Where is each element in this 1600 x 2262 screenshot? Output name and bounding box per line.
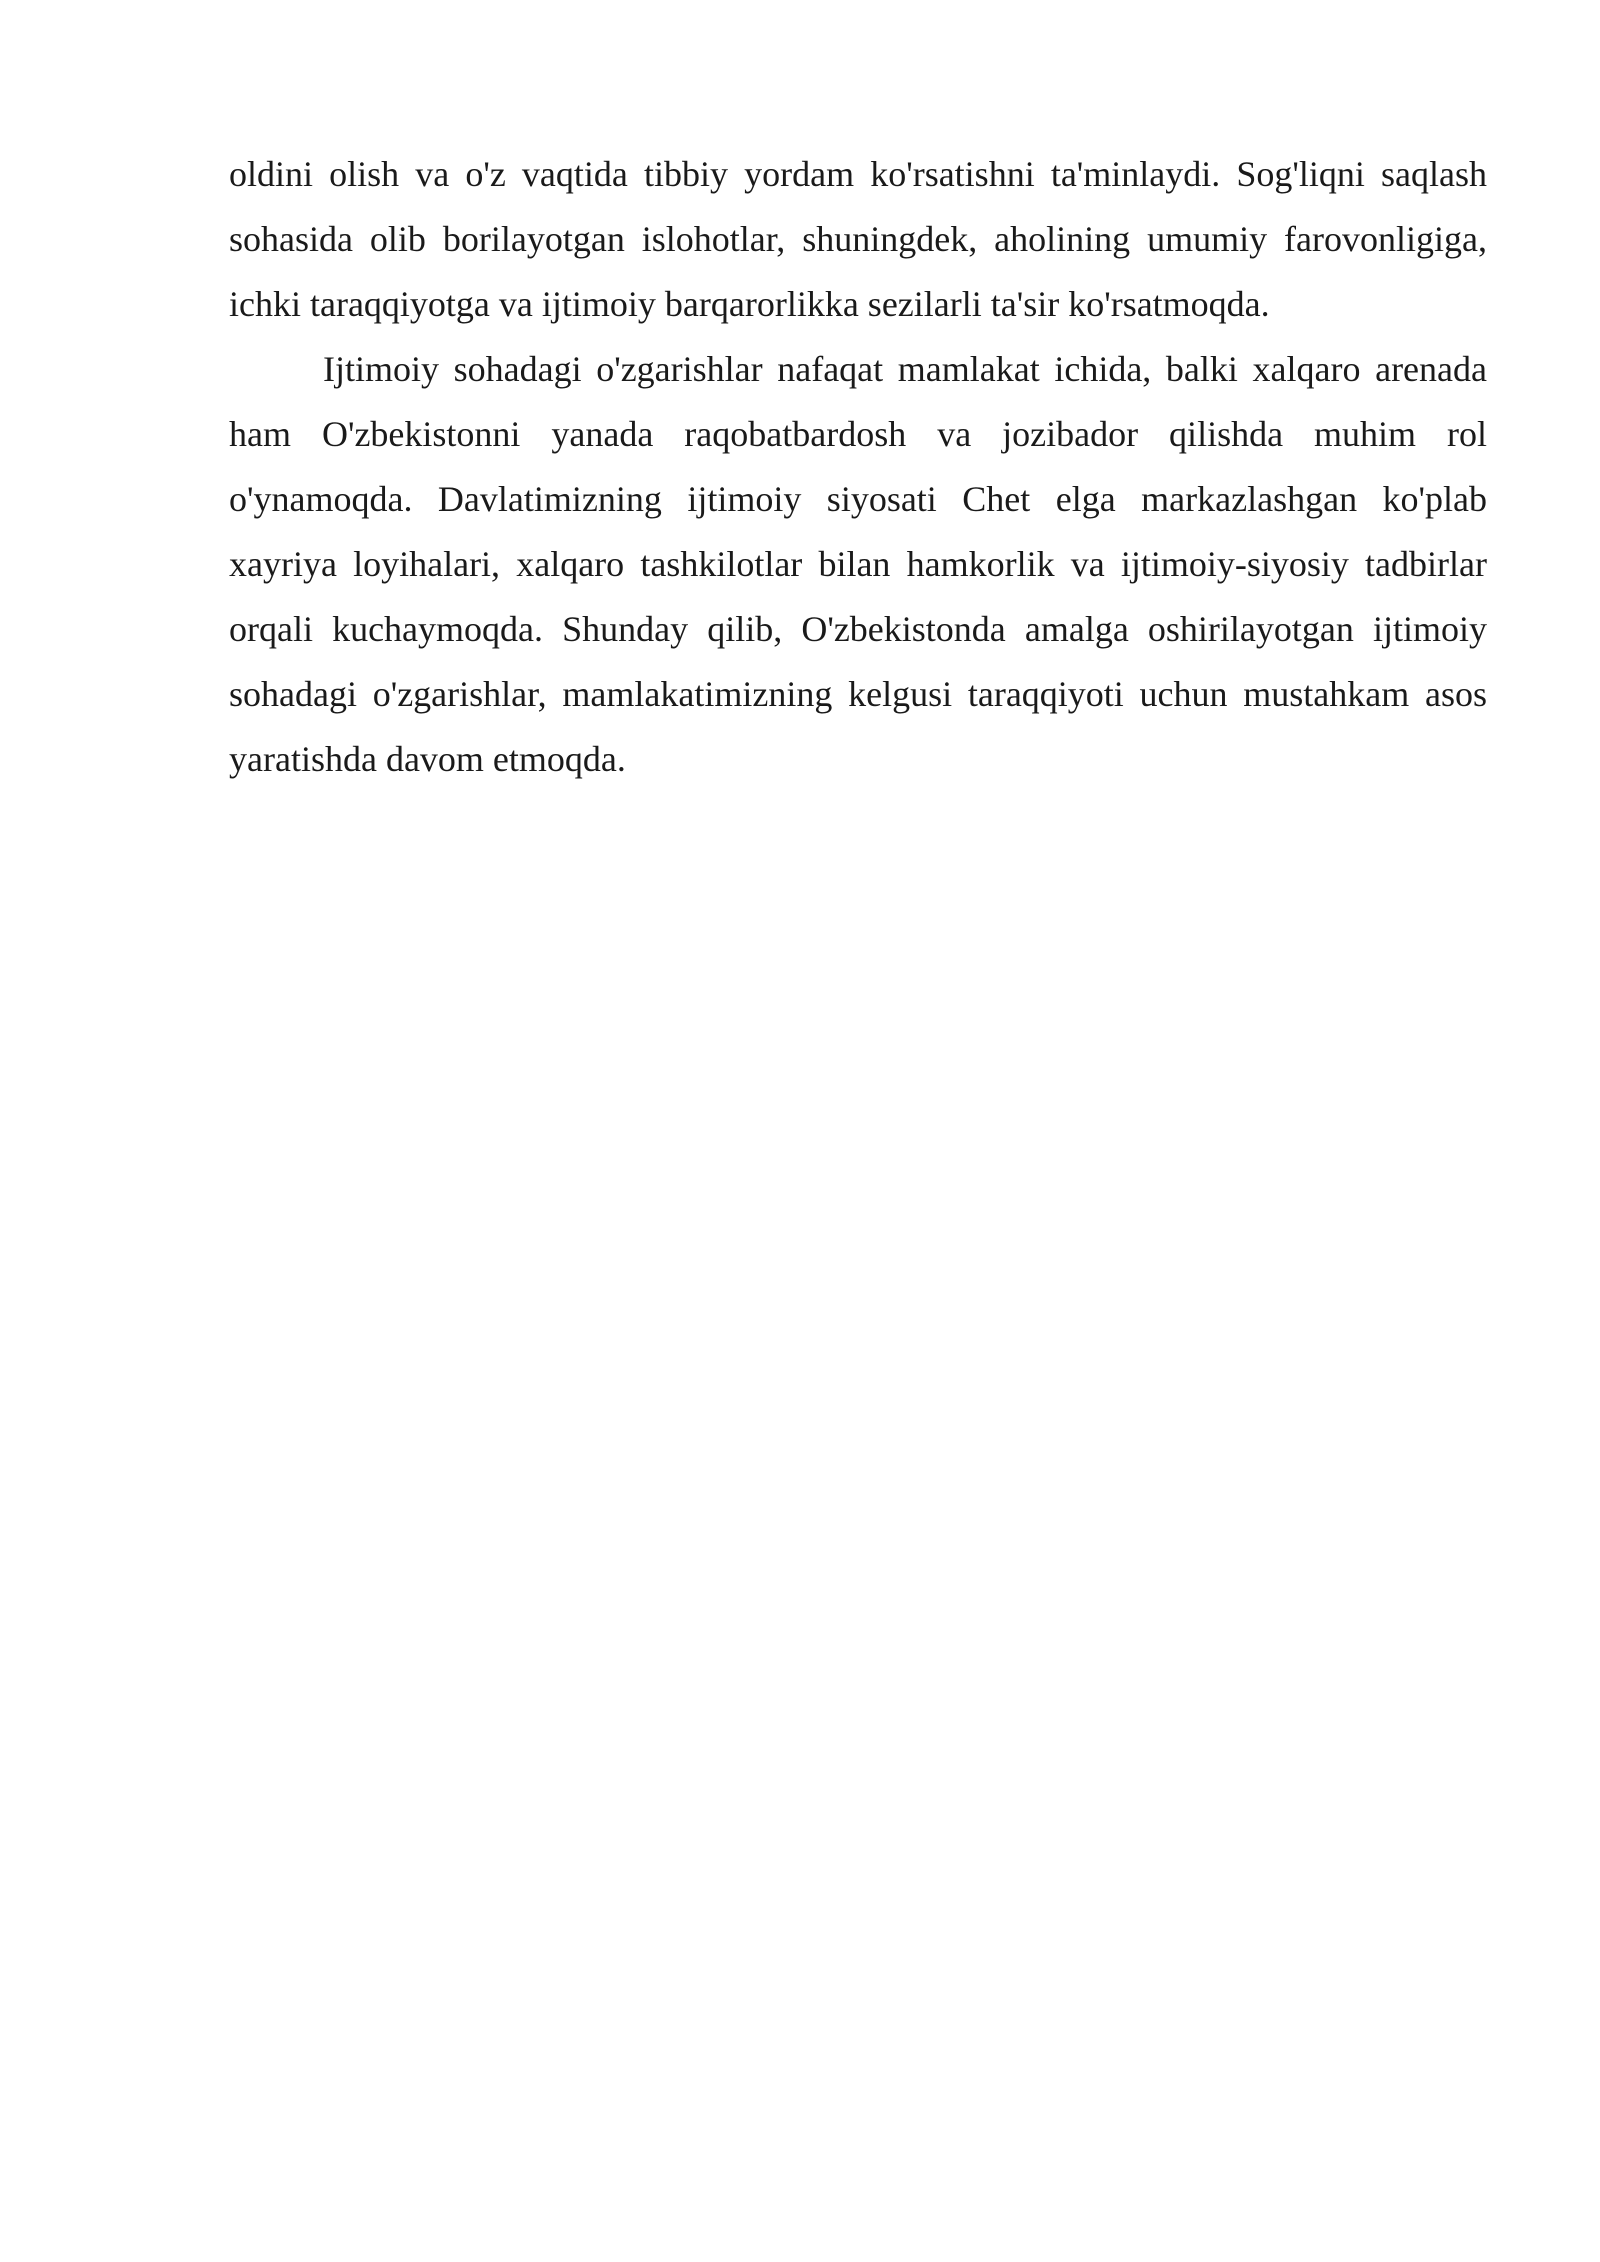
body-text [229,142,1487,792]
paragraph-continuation: oldini olish va o'z vaqtida tibbiy yordam ko'rsatishni ta'minlaydi. Sog'liqni saqlash sohasida olib borilayotgan islohotlar, shuningdek, aholining umumiy farovonligiga, ichki taraqqiyotga va ijtimoiy barqarorlikka sezilarli ta'sir ko'rsatmoqda. [229,154,1487,324]
paragraph-social-changes: Ijtimoiy sohadagi o'zgarishlar nafaqat mamlakat ichida, balki xalqaro arenada ham O'zbekistonni yanada raqobatbardosh va jozibador qilishda muhim rol o'ynamoqda. Davlatimizning ijtimoiy siyosati Chet elga markazlashgan ko'plab xayriya loyihalari, xalqaro tashkilotlar bilan hamkorlik va ijtimoiy-siyosiy tadbirlar orqali kuchaymoqda. Shunday qilib, O'zbekistonda amalga oshirilayotgan ijtimoiy sohadagi o'zgarishlar, mamlakatimizning kelgusi taraqqiyoti uchun mustahkam asos yaratishda davom etmoqda. [229,349,1487,779]
